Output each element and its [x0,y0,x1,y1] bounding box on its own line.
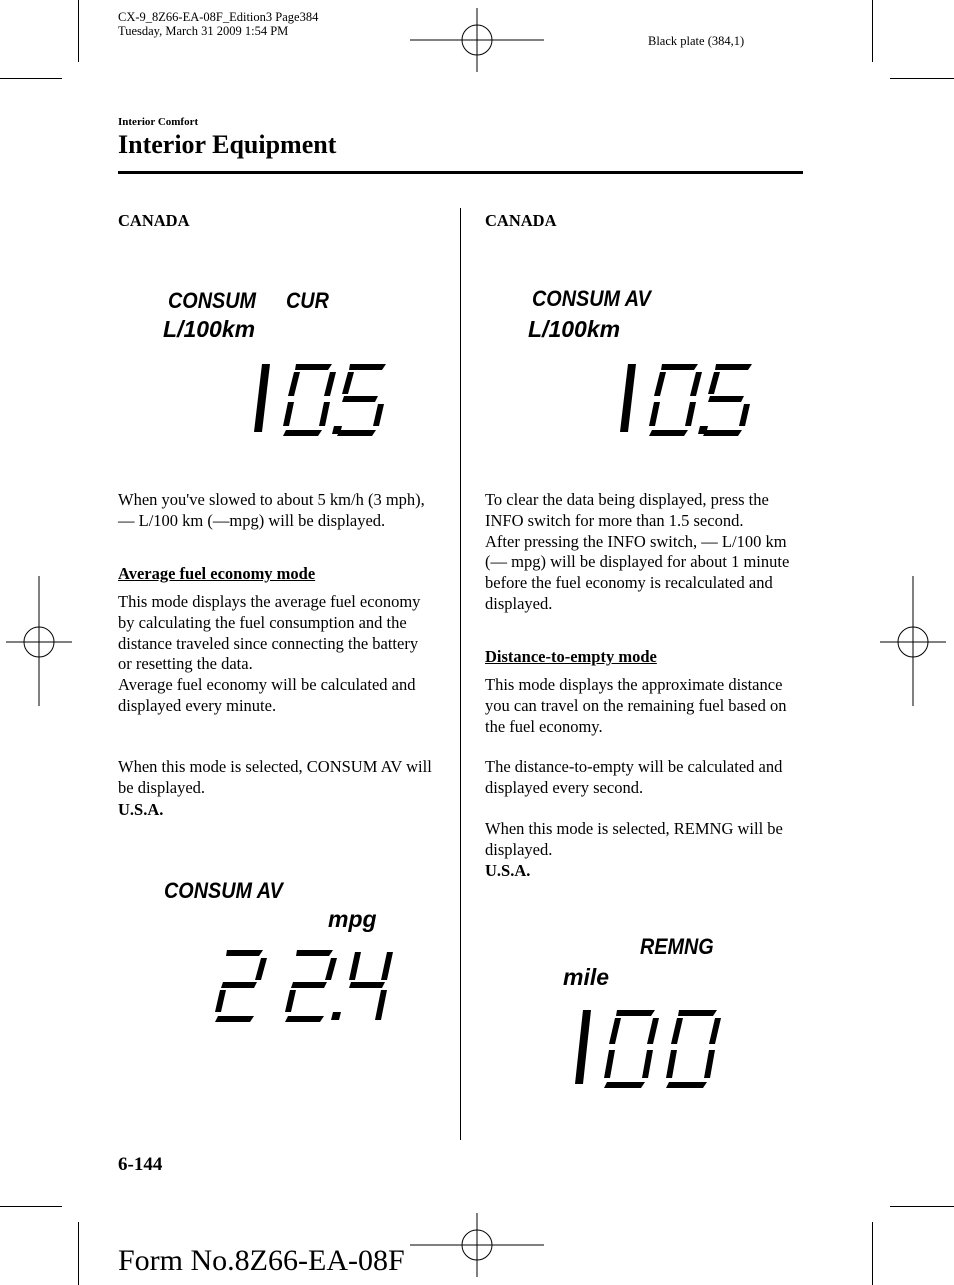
right-para-clear-data [485,490,805,615]
title-rule [118,171,803,174]
lcd-display-consum-av-mpg [160,874,420,1034]
form-number: Form No.8Z66-EA-08F [118,1244,405,1277]
subhead-distance-to-empty: Distance-to-empty mode [485,647,657,666]
plate-info: Black plate (384,1) [648,34,745,48]
lcd-unit-label: mile [563,964,610,990]
subhead-average-fuel-economy: Average fuel economy mode [118,564,316,583]
registration-mark-top-icon [410,8,544,72]
lcd-mode-label: CONSUM [168,288,257,313]
right-para-dte-interval: The distance-to-empty will be calculated and displayed every second. [485,757,783,797]
lcd-mode-label: REMNG [640,934,714,959]
left-para-mode-description [118,592,433,717]
right-para-remng: When this mode is selected, REMNG will be displayed. [485,819,783,859]
lcd-unit-label: L/100km [163,316,256,342]
left-label-usa: U.S.A. [118,800,164,819]
section-category: Interior Comfort [118,116,199,128]
lcd-digits-22-4-icon [215,946,395,1024]
page-title: Interior Equipment [118,130,337,159]
lcd-digits-100-icon [569,1006,729,1090]
lcd-digits-10-5-icon [616,360,756,438]
lcd-display-remng-mile [555,930,795,1100]
registration-mark-left-icon [6,576,72,706]
left-para-slowed: When you've slowed to about 5 km/h (3 mph), — L/100 km (—mpg) will be displayed. [118,490,425,530]
date-line: Tuesday, March 31 2009 1:54 PM [118,24,289,38]
lcd-display-consum-cur [160,284,420,444]
lcd-mode-label: CONSUM AV [164,878,283,903]
lcd-sub-label: CUR [286,288,329,313]
file-line: CX-9_8Z66-EA-08F_Edition3 Page384 [118,10,319,24]
left-para-consum-av: When this mode is selected, CONSUM AV will be displayed. [118,757,432,797]
right-label-usa: U.S.A. [485,861,531,880]
right-para-after-pressing: After pressing the INFO switch, — L/100 km (— mpg) will be displayed for about 1 minute before the fuel economy is recalculated and displayed. [485,531,790,613]
right-para-clear-instructions: To clear the data being displayed, press the INFO switch for more than 1.5 second. [485,490,769,530]
left-para-average-interval: Average fuel economy will be calculated and displayed every minute. [118,675,416,715]
lcd-digits-10-5-icon [250,360,390,438]
column-divider [460,208,461,1140]
lcd-unit-label: mpg [328,906,377,932]
registration-mark-bottom-icon [410,1213,544,1277]
registration-mark-right-icon [880,576,946,706]
right-label-canada: CANADA [485,211,557,230]
lcd-unit-label: L/100km [528,316,621,342]
left-label-canada: CANADA [118,211,190,230]
lcd-display-consum-av-l100km [524,282,784,442]
lcd-mode-label: CONSUM AV [532,286,651,311]
left-para-average-intro: This mode displays the average fuel economy by calculating the fuel consumption and the distance traveled since connecting the battery or resetting the data. [118,592,421,674]
right-para-dte-description: This mode displays the approximate distance you can travel on the remaining fuel based on the fuel economy. [485,675,787,736]
page-number: 6-144 [118,1154,163,1175]
file-info [118,10,318,38]
